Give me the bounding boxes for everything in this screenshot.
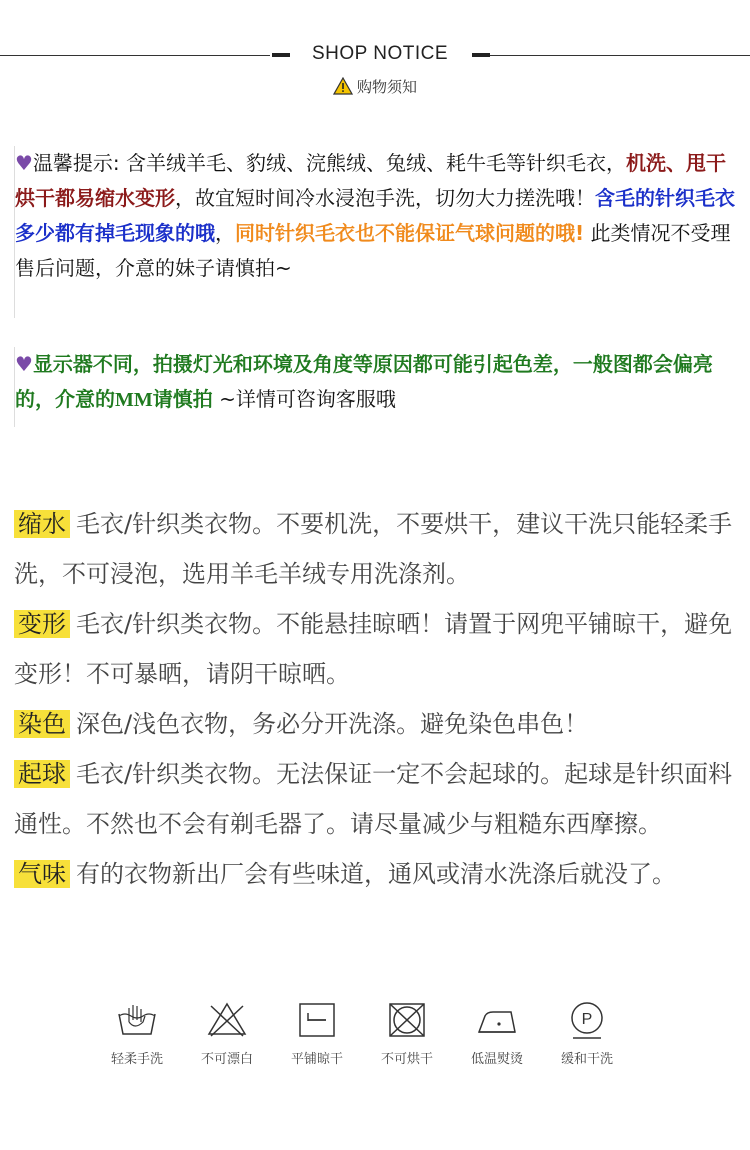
notice2-contact: ~详情可咨询客服哦 (212, 387, 396, 411)
care-instructions (14, 499, 738, 899)
care-text: 深色/浅色衣物，务必分开洗涤。避免染色串色！ (76, 710, 589, 738)
hand-wash-icon (115, 1000, 159, 1040)
care-tag: 起球 (14, 760, 70, 788)
wool-care-notice (14, 146, 738, 318)
low-iron-icon (475, 1000, 519, 1040)
notice1-shedding-warning: 含毛的针织毛衣多少都有掉毛现象的哦 (15, 186, 735, 245)
notice2-color-warning: 显示器不同，拍摄灯光和环境及角度等原因都可能引起色差，一般图都会偏亮的，介意的 (15, 352, 713, 411)
warning-icon (333, 77, 353, 95)
care-tag: 染色 (14, 710, 70, 738)
no-tumble-dry-icon (385, 1000, 429, 1040)
heart-icon: ♥ (15, 352, 33, 376)
notice1-comma: ， (215, 221, 235, 245)
notice2-mm: MM (115, 389, 153, 411)
care-text: 有的衣物新出厂会有些味道，通风或清水洗涤后就没了。 (76, 860, 676, 888)
care-item-pilling (14, 749, 738, 849)
care-tag: 变形 (14, 610, 70, 638)
header-subtitle: 购物须知 (356, 78, 417, 96)
header-rule-right (490, 55, 750, 56)
laundry-label: 低温熨烫 (470, 1052, 523, 1067)
notice1-pilling-warning: 同时针织毛衣也不能保证气球问题的哦! (235, 221, 585, 245)
color-difference-notice (14, 347, 738, 427)
shop-notice-header (0, 40, 750, 100)
header-dash-right (472, 53, 490, 57)
notice1-text-a: 温馨提示: 含羊绒羊毛、豹绒、浣熊绒、兔绒、耗牛毛等针织毛衣， (32, 151, 627, 175)
laundry-symbol-dry-flat (272, 1000, 362, 1067)
laundry-symbol-hand-wash (92, 1000, 182, 1067)
care-tag: 缩水 (14, 510, 70, 538)
header-title: SHOP NOTICE (311, 43, 449, 64)
notice1-text-b: ，故宜短时间冷水浸泡手洗，切勿大力搓洗哦！ (175, 186, 595, 210)
laundry-symbol-no-bleach (182, 1000, 272, 1067)
dry-flat-icon (295, 1000, 339, 1040)
notice1-shrink-warning: 机洗、甩干烘干都易缩水变形 (15, 151, 727, 210)
dry-clean-p-icon (565, 1000, 609, 1040)
care-item-odor (14, 849, 738, 899)
notice1-text-c: 此类情况不受理售后问题，介意的妹子请慎拍~ (15, 221, 731, 280)
header-dash-left (272, 53, 290, 57)
care-item-deform (14, 599, 738, 699)
care-item-dye (14, 699, 738, 749)
svg-text:P: P (581, 1011, 593, 1028)
care-item-shrink (14, 499, 738, 599)
laundry-symbol-no-tumble-dry (362, 1000, 452, 1067)
no-bleach-icon (205, 1000, 249, 1040)
care-text: 毛衣/针织类衣物。不要机洗，不要烘干，建议干洗只能轻柔手洗，不可浸泡，选用羊毛羊绒专用洗涤剂。 (14, 510, 733, 588)
laundry-label: 轻柔手洗 (110, 1052, 163, 1067)
laundry-label: 不可烘干 (380, 1052, 433, 1067)
care-tag: 气味 (14, 860, 70, 888)
laundry-symbol-dry-clean (542, 1000, 632, 1067)
notice2-careful: 请慎拍 (152, 387, 213, 411)
laundry-symbols (92, 1000, 652, 1080)
laundry-symbol-low-iron (452, 1000, 542, 1067)
laundry-label: 平铺晾干 (290, 1052, 343, 1067)
heart-icon: ♥ (15, 151, 33, 175)
laundry-label: 缓和干洗 (560, 1052, 613, 1067)
care-text: 毛衣/针织类衣物。不能悬挂晾晒！请置于网兜平铺晾干，避免变形！不可暴晒，请阴干晾晒。 (14, 610, 733, 688)
laundry-label: 不可漂白 (200, 1052, 253, 1067)
header-subtitle-row (0, 76, 750, 97)
header-rule-left (0, 55, 270, 56)
care-text: 毛衣/针织类衣物。无法保证一定不会起球的。起球是针织面料通性。不然也不会有剃毛器了。请尽量减少与粗糙东西摩擦。 (14, 760, 733, 838)
